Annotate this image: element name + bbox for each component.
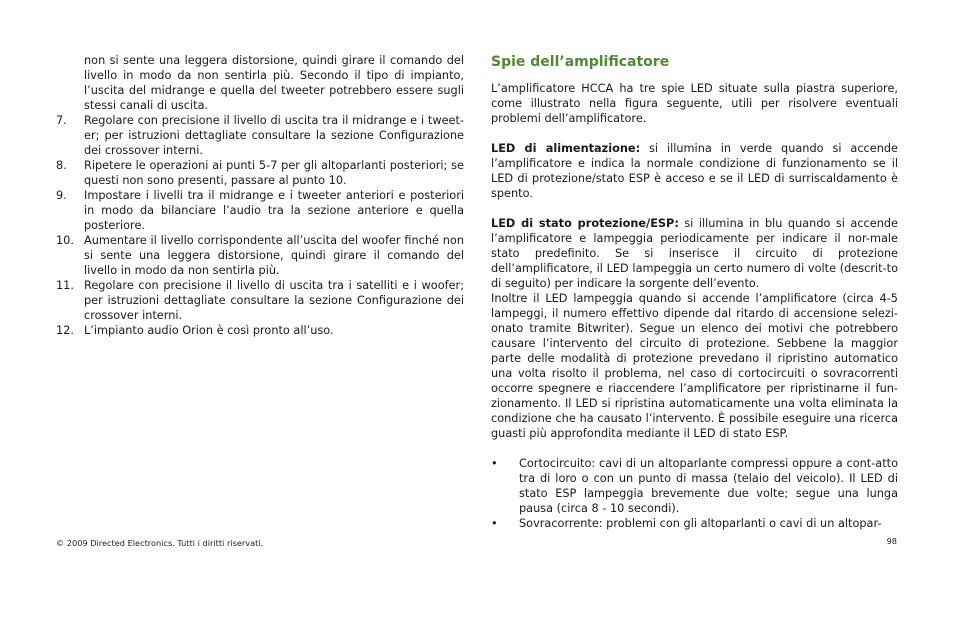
bullet-text: Cortocircuito: cavi di un altoparlante compressi oppure a cont-atto tra di loro o con un punto di massa (telaio del veicolo). Il LED di stato ESP lampeggia brevemente due volte; segue una lunga pausa (circa 8 - 10 secondi). [519,457,898,515]
led-power-label: LED di alimentazione: [491,142,641,155]
step-text: Regolare con precisione il livello di uscita tra i satelliti e i woofer; per istruzioni dettagliate consultare la sezione Configurazione dei crossover interni. [84,279,464,322]
paragraph-gap [491,441,898,456]
list-item [56,113,464,158]
footer-copyright: © 2009 Directed Electronics. Tutti i diritti riservati. [56,538,264,548]
list-item [56,188,464,233]
step-number: 7. [56,114,67,127]
led-power-paragraph [491,141,898,201]
bullet-mark: • [491,517,498,530]
left-column [56,53,464,338]
led-power-text: si illumina in verde quando si accende l’amplificatore e indica la normale condizione di funzionamento se il LED di protezione/stato ESP è acceso e se il LED di surriscaldamento è spento. [491,142,898,200]
list-item [491,516,898,531]
list-item [56,278,464,323]
list-item [56,233,464,278]
step-text: Aumentare il livello corrispondente all’uscita del woofer finché non si sente una leggera distorsione, quindi girare il comando del livello in modo da non sentirla più. [84,234,464,277]
bullet-list [491,456,898,531]
bullet-text: Sovracorrente: problemi con gli altoparlanti o cavi di un altopar- [519,517,882,530]
bullet-mark: • [491,457,498,470]
step-number: 12. [56,324,74,337]
step-number: 9. [56,189,67,202]
intro-paragraph: L’amplificatore HCCA ha tre spie LED situate sulla piastra superiore, come illustrato nella figura seguente, utili per risolvere eventuali problemi dell’amplificatore. [491,82,898,125]
step-text: Ripetere le operazioni ai punti 5-7 per gli altoparlanti posteriori; se questi non sono presenti, passare al punto 10. [84,159,464,187]
list-item [491,456,898,516]
step-text: Impostare i livelli tra il midrange e i tweeter anteriori e posteriori in modo da bilanciare l’audio tra la sezione anteriore e quella posteriore. [84,189,464,232]
led-protection-text: si illumina in blu quando si accende l’amplificatore e lampeggia periodicamente per indicare il nor-male stato predefinito. Se si inserisce il circuito di protezione dell’amplificatore, il LED lampeggia un certo numero di volte (descrit-to di seguito) per indicare la sorgente dell’evento. [491,217,898,290]
led-protection-label: LED di stato protezione/ESP: [491,217,679,230]
steps-list [56,113,464,338]
page-number: 98 [886,536,897,546]
led-protection-more: Inoltre il LED lampeggia quando si accende l’amplificatore (circa 4-5 lampeggi, il numero effettivo dipende dal ritardo di accensione selezi-onato tramite Bitwriter). Segue un elenco dei motivi che potrebbero causare l’intervento del circuito di protezione. Sebbene la maggior parte delle modalità di protezione prevedano il ripristino automatico una volta risolto il problema, nel caso di cortocircuiti o sovracorrenti occorre spegnere e riaccendere l’amplificatore per ripristinarne il fun-zionamento. Il LED si ripristina automaticamente una volta eliminata la condizione che ha causato l’intervento. È possibile eseguire una ricerca guasti più approfondita mediante il LED di stato ESP. [491,292,898,440]
step-number: 8. [56,159,67,172]
step-text: L’impianto audio Orion è così pronto all’uso. [84,324,334,337]
paragraph-gap [491,126,898,141]
list-item [56,323,464,338]
step-number: 10. [56,234,74,247]
list-item [56,158,464,188]
right-column [491,54,898,531]
continuation-paragraph: non si sente una leggera distorsione, quindi girare il comando del livello in modo da non sentirla più. Secondo il tipo di impianto, l’uscita del midrange e quella del tweeter potrebbero essere sugli stessi canali di uscita. [84,54,464,112]
section-title: Spie dell’amplificatore [491,54,670,70]
paragraph-gap [491,201,898,216]
step-text: Regolare con precisione il livello di uscita tra il midrange e i tweet-er; per istruzioni dettagliate consultare la sezione Configurazione dei crossover interni. [84,114,464,157]
step-number: 11. [56,279,74,292]
led-protection-paragraph [491,216,898,291]
